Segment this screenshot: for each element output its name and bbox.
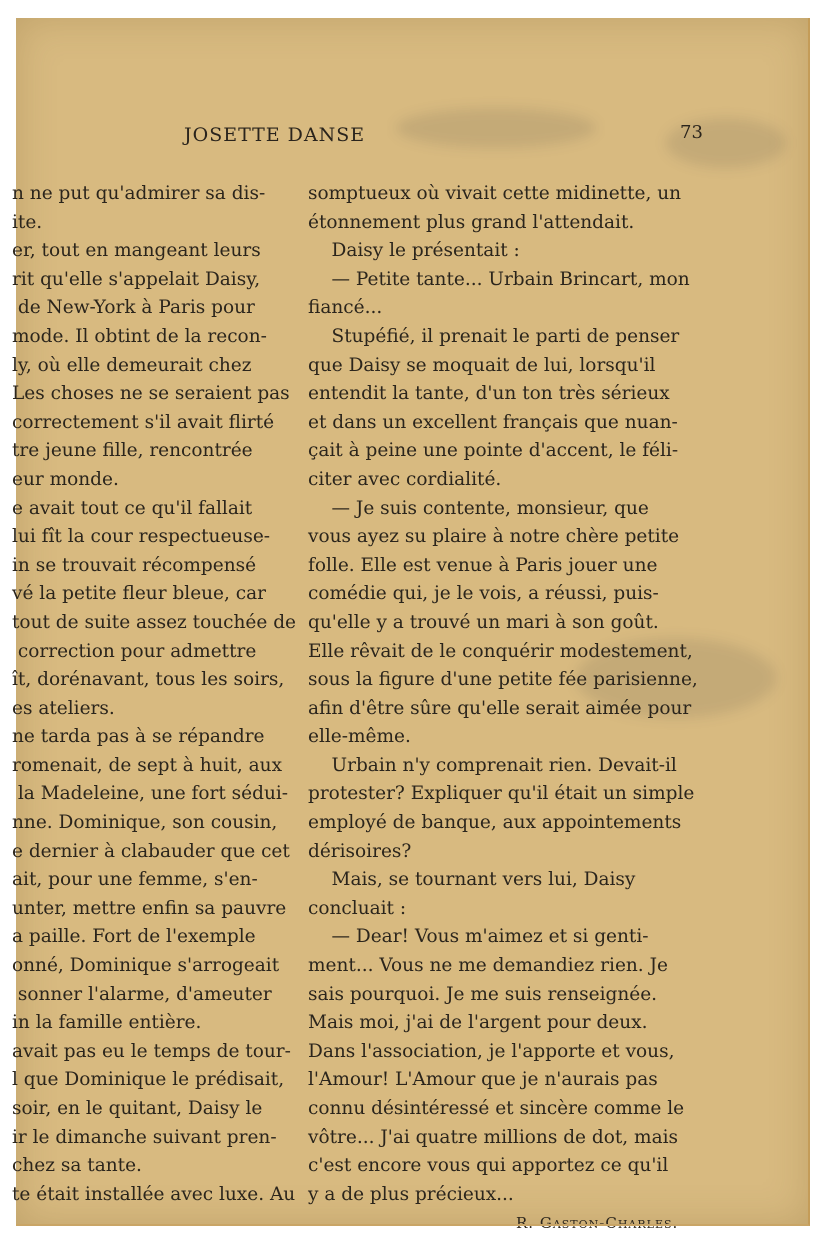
text-line: avait pas eu le temps de tour- (12, 1040, 291, 1062)
page-number: 73 (680, 122, 703, 143)
right-column (308, 180, 768, 1209)
text-line: eur monde. (12, 468, 119, 490)
text-line: somptueux où vivait cette midinette, un (308, 183, 682, 204)
text-line: — Je suis contente, monsieur, que (308, 497, 649, 519)
text-line: chez sa tante. (12, 1155, 142, 1177)
text-line: protester? Expliquer qu'il était un simple (308, 783, 695, 805)
text-line: elle-même. (308, 726, 411, 748)
text-line: rit qu'elle s'appelait Daisy, (12, 268, 261, 290)
text-line: ît, dorénavant, tous les soirs, (12, 669, 285, 691)
text-line: ment... Vous ne me demandiez rien. Je (308, 955, 668, 977)
text-line: fiancé... (308, 297, 383, 319)
text-line: Urbain n'y comprenait rien. Devait-il (308, 754, 677, 776)
text-line: vous ayez su plaire à notre chère petite (308, 526, 680, 548)
text-line: romenait, de sept à huit, aux (12, 754, 283, 776)
text-line: connu désintéressé et sincère comme le (308, 1098, 685, 1119)
text-line: ite. (12, 211, 43, 233)
text-line: in la famille entière. (12, 1012, 202, 1034)
text-line: entendit la tante, d'un ton très sérieux (308, 383, 670, 405)
text-line: Les choses ne se seraient pas (12, 383, 290, 405)
text-line: la Madeleine, une fort sédui- (12, 783, 289, 805)
text-line: vé la petite fleur bleue, car (12, 583, 267, 605)
text-line: Mais moi, j'ai de l'argent pour deux. (308, 1012, 648, 1034)
text-line: l que Dominique le prédisait, (12, 1069, 285, 1091)
text-line: soir, en le quitant, Daisy le (12, 1098, 263, 1119)
text-line: es ateliers. (12, 697, 115, 719)
text-line: in se trouvait récompensé (12, 554, 257, 576)
text-line: employé de banque, aux appointements (308, 812, 682, 834)
text-line: afin d'être sûre qu'elle serait aimée pour (308, 697, 692, 719)
text-line: dérisoires? (308, 840, 412, 862)
text-line: sais pourquoi. Je me suis renseignée. (308, 983, 658, 1005)
text-line: concluait : (308, 897, 407, 919)
text-line: que Daisy se moquait de lui, lorsqu'il (308, 354, 656, 376)
text-line: e avait tout ce qu'il fallait (12, 497, 253, 519)
text-line: qu'elle y a trouvé un mari à son goût. (308, 611, 659, 633)
newspaper-clipping (12, 18, 810, 1232)
text-line: et dans un excellent français que nuan- (308, 411, 678, 433)
text-line: correctement s'il avait flirté (12, 411, 275, 433)
text-line: — Petite tante... Urbain Brincart, mon (308, 268, 690, 290)
text-line: lui fît la cour respectueuse- (12, 526, 271, 548)
text-line: te était installée avec luxe. Au (12, 1183, 296, 1205)
text-line: ait, pour une femme, s'en- (12, 869, 258, 891)
text-line: Stupéfié, il prenait le parti de penser (308, 325, 680, 347)
text-line: Elle rêvait de le conquérir modestement, (308, 640, 693, 662)
text-line: a paille. Fort de l'exemple (12, 926, 256, 948)
text-line: citer avec cordialité. (308, 468, 502, 490)
text-line: folle. Elle est venue à Paris jouer une (308, 554, 658, 576)
text-line: unter, mettre enfin sa pauvre (12, 897, 287, 919)
text-line: nne. Dominique, son cousin, (12, 812, 278, 834)
text-line: Dans l'association, je l'apporte et vous, (308, 1040, 675, 1062)
page-title: JOSETTE DANSE (184, 124, 366, 146)
text-line: étonnement plus grand l'attendait. (308, 211, 635, 233)
text-line: n ne put qu'admirer sa dis- (12, 183, 266, 204)
text-line: ly, où elle demeurait chez (12, 354, 252, 376)
text-line: er, tout en mangeant leurs (12, 240, 261, 262)
text-line: vôtre... J'ai quatre millions de dot, mais (308, 1126, 679, 1148)
text-line: sous la figure d'une petite fée parisienne, (308, 669, 698, 691)
text-line: e dernier à clabauder que cet (12, 840, 290, 862)
text-line: ir le dimanche suivant pren- (12, 1126, 277, 1148)
text-line: çait à peine une pointe d'accent, le féli- (308, 440, 679, 462)
text-line: c'est encore vous qui apportez ce qu'il (308, 1155, 669, 1177)
text-line: comédie qui, je le vois, a réussi, puis- (308, 583, 659, 605)
text-line: tout de suite assez touchée de (12, 611, 296, 633)
text-line: tre jeune fille, rencontrée (12, 440, 253, 462)
text-line: Daisy le présentait : (308, 240, 520, 262)
text-line: mode. Il obtint de la recon- (12, 325, 267, 347)
text-line: sonner l'alarme, d'ameuter (12, 983, 272, 1005)
text-line: y a de plus précieux... (308, 1183, 514, 1205)
text-line: — Dear! Vous m'aimez et si genti- (308, 926, 649, 948)
left-column (12, 180, 312, 1209)
text-line: Mais, se tournant vers lui, Daisy (308, 869, 636, 891)
text-line: onné, Dominique s'arrogeait (12, 955, 280, 977)
text-line: l'Amour! L'Amour que je n'aurais pas (308, 1069, 658, 1091)
text-line: correction pour admettre (12, 640, 257, 662)
running-head (16, 124, 810, 154)
text-line: ne tarda pas à se répandre (12, 726, 265, 748)
text-line: de New-York à Paris pour (12, 297, 255, 319)
author-signature: R. Gaston-Charles. (516, 1214, 679, 1232)
